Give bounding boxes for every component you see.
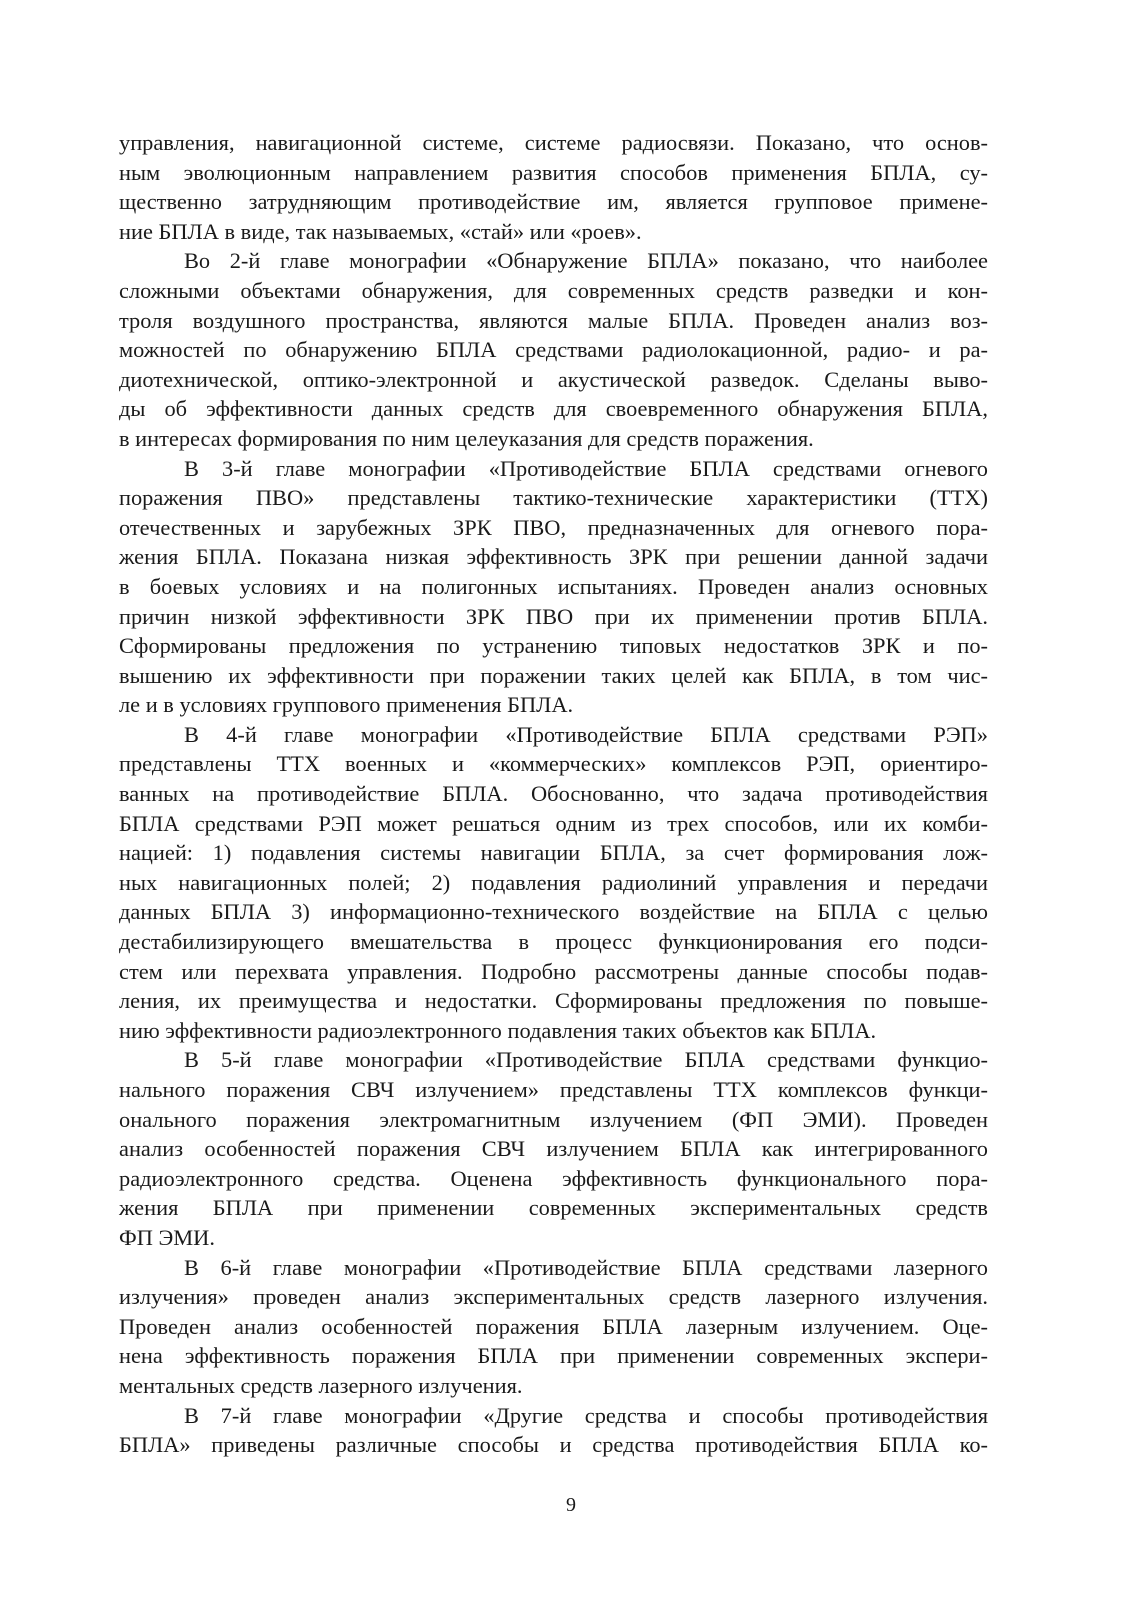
text-line: жения БПЛА при применении современных экспериментальных средств bbox=[119, 1195, 988, 1221]
paragraph-4 bbox=[119, 720, 988, 1046]
text-line: управления, навигационной системе, системе радиосвязи. Показано, что основ- bbox=[119, 130, 988, 155]
text-line: В 3-й главе монографии «Противодействие БПЛА средствами огневого bbox=[184, 455, 988, 481]
body-text bbox=[119, 128, 988, 1460]
text-line: В 6-й главе монографии «Противодействие БПЛА средствами лазерного bbox=[184, 1254, 988, 1280]
text-line: БПЛА средствами РЭП может решаться одним из трех способов, или их комби- bbox=[119, 810, 988, 836]
text-line: ние БПЛА в виде, так называемых, «стай» или «роев». bbox=[119, 218, 642, 244]
text-line: диотехнической, оптико-электронной и акустической разведок. Сделаны выво- bbox=[119, 366, 988, 392]
text-line: ментальных средств лазерного излучения. bbox=[119, 1372, 523, 1398]
text-line: нального поражения СВЧ излучением» представлены ТТХ комплексов функци- bbox=[119, 1077, 988, 1102]
text-line: онального поражения электромагнитным излучением (ФП ЭМИ). Проведен bbox=[119, 1106, 988, 1132]
text-line: ным эволюционным направлением развития способов применения БПЛА, су- bbox=[119, 159, 988, 185]
text-line: вышению их эффективности при поражении таких целей как БПЛА, в том чис- bbox=[119, 662, 988, 688]
text-line: Сформированы предложения по устранению типовых недостатков ЗРК и по- bbox=[119, 633, 988, 659]
text-line: ФП ЭМИ. bbox=[119, 1224, 215, 1250]
text-line: жения БПЛА. Показана низкая эффективность ЗРК при решении данной задачи bbox=[119, 544, 988, 570]
text-line: причин низкой эффективности ЗРК ПВО при их применении против БПЛА. bbox=[119, 603, 988, 629]
text-line: БПЛА» приведены различные способы и средства противодействия БПЛА ко- bbox=[119, 1432, 988, 1458]
paragraph-5 bbox=[119, 1045, 988, 1252]
text-line: В 7-й главе монографии «Другие средства и способы противодействия bbox=[184, 1402, 988, 1428]
text-line: В 4-й главе монографии «Противодействие БПЛА средствами РЭП» bbox=[184, 721, 988, 747]
text-line: нена эффективность поражения БПЛА при применении современных экспери- bbox=[119, 1343, 988, 1369]
paragraph-2 bbox=[119, 246, 988, 453]
text-line: ле и в условиях группового применения БПЛА. bbox=[119, 692, 574, 718]
text-line: щественно затрудняющим противодействие им, является групповое примене- bbox=[119, 189, 988, 215]
text-line: в интересах формирования по ним целеуказания для средств поражения. bbox=[119, 425, 814, 451]
text-line: ления, их преимущества и недостатки. Сформированы предложения по повыше- bbox=[119, 988, 988, 1014]
text-line: излучения» проведен анализ экспериментальных средств лазерного излучения. bbox=[119, 1284, 988, 1310]
paragraph-6 bbox=[119, 1253, 988, 1401]
text-line: нию эффективности радиоэлектронного подавления таких объектов как БПЛА. bbox=[119, 1017, 877, 1043]
paragraph-7 bbox=[119, 1401, 988, 1460]
text-line: ванных на противодействие БПЛА. Обоснованно, что задача противодействия bbox=[119, 781, 988, 807]
paragraph-1 bbox=[119, 128, 988, 246]
text-line: троля воздушного пространства, являются малые БПЛА. Проведен анализ воз- bbox=[119, 307, 988, 333]
text-line: можностей по обнаружению БПЛА средствами радиолокационной, радио- и ра- bbox=[119, 337, 988, 363]
text-line: Проведен анализ особенностей поражения БПЛА лазерным излучением. Оце- bbox=[119, 1313, 988, 1339]
text-line: представлены ТТХ военных и «коммерческих» комплексов РЭП, ориентиро- bbox=[119, 751, 988, 777]
text-line: нацией: 1) подавления системы навигации БПЛА, за счет формирования лож- bbox=[119, 840, 988, 866]
paragraph-3 bbox=[119, 454, 988, 720]
text-line: данных БПЛА 3) информационно-технического воздействие на БПЛА с целью bbox=[119, 899, 988, 925]
text-line: в боевых условиях и на полигонных испытаниях. Проведен анализ основных bbox=[119, 573, 988, 599]
text-line: поражения ПВО» представлены тактико-технические характеристики (ТТХ) bbox=[119, 485, 988, 511]
text-line: Во 2-й главе монографии «Обнаружение БПЛА» показано, что наиболее bbox=[184, 248, 988, 274]
text-line: анализ особенностей поражения СВЧ излучением БПЛА как интегрированного bbox=[119, 1136, 988, 1162]
text-line: ды об эффективности данных средств для своевременного обнаружения БПЛА, bbox=[119, 396, 988, 422]
text-line: дестабилизирующего вмешательства в процесс функционирования его подси- bbox=[119, 929, 988, 955]
text-line: радиоэлектронного средства. Оценена эффективность функционального пора- bbox=[119, 1165, 988, 1191]
text-line: отечественных и зарубежных ЗРК ПВО, предназначенных для огневого пора- bbox=[119, 514, 988, 540]
page-number: 9 bbox=[566, 1494, 576, 1516]
text-line: В 5-й главе монографии «Противодействие БПЛА средствами функцио- bbox=[184, 1047, 988, 1073]
text-line: ных навигационных полей; 2) подавления радиолиний управления и передачи bbox=[119, 869, 988, 895]
text-line: стем или перехвата управления. Подробно рассмотрены данные способы подав- bbox=[119, 958, 988, 984]
text-line: сложными объектами обнаружения, для современных средств разведки и кон- bbox=[119, 277, 988, 303]
